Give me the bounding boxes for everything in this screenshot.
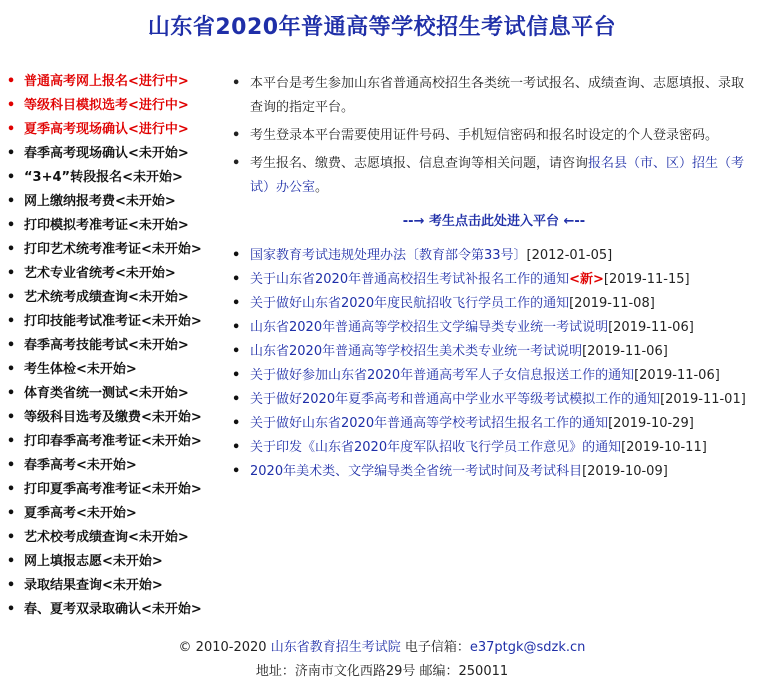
sidebar-item[interactable]	[4, 574, 224, 598]
sidebar-item[interactable]	[4, 334, 224, 358]
sidebar-item-label: 考生体检<未开始>	[24, 362, 137, 377]
bullet-dot-icon: •	[6, 602, 16, 617]
bullet-dot-icon: •	[6, 578, 16, 593]
sidebar-item[interactable]	[4, 550, 224, 574]
sidebar-item[interactable]	[4, 406, 224, 430]
sidebar-item-label: 打印春季高考准考证<未开始>	[24, 434, 202, 449]
bullet-dot-icon: •	[6, 434, 16, 449]
news-date: [2019-10-11]	[621, 440, 707, 455]
sidebar-item-label: “3+4”转段报名<未开始>	[24, 170, 183, 185]
news-link[interactable]: 关于做好山东省2020年度民航招收飞行学员工作的通知	[250, 296, 570, 311]
intro-paragraph-3: • 考生报名、缴费、志愿填报、信息查询等相关问题，请咨询报名县（市、区）招生（考试）办公室。	[232, 152, 756, 200]
sidebar-item-label: 普通高考网上报名<进行中>	[24, 74, 189, 89]
sidebar-item-label: 春季高考<未开始>	[24, 458, 137, 473]
bullet-dot-icon: •	[6, 98, 16, 113]
bullet-dot-icon: •	[6, 146, 16, 161]
sidebar-item[interactable]	[4, 598, 224, 622]
news-date: [2019-10-09]	[582, 464, 668, 479]
news-item	[232, 388, 756, 412]
sidebar-item-label: 艺术校考成绩查询<未开始>	[24, 530, 189, 545]
news-item	[232, 268, 756, 292]
sidebar-item[interactable]	[4, 526, 224, 550]
sidebar-item[interactable]	[4, 286, 224, 310]
news-link[interactable]: 关于山东省2020年普通高校招生考试补报名工作的通知	[250, 272, 570, 287]
bullet-dot-icon: •	[6, 386, 16, 401]
sidebar-item-label: 夏季高考<未开始>	[24, 506, 137, 521]
news-link[interactable]: 关于做好2020年夏季高考和普通高中学业水平等级考试模拟工作的通知	[250, 392, 661, 407]
sidebar-item[interactable]	[4, 214, 224, 238]
sidebar-item-label: 网上缴纳报考费<未开始>	[24, 194, 176, 209]
bullet-dot-icon: •	[6, 74, 16, 89]
bullet-dot-icon: •	[6, 218, 16, 233]
sidebar-item-label: 体育类省统一测试<未开始>	[24, 386, 189, 401]
news-item	[232, 364, 756, 388]
bullet-dot-icon: •	[6, 362, 16, 377]
bullet-dot-icon: •	[232, 416, 241, 431]
news-date: [2019-10-29]	[608, 416, 694, 431]
sidebar-item-label: 录取结果查询<未开始>	[24, 578, 163, 593]
sidebar-item[interactable]	[4, 478, 224, 502]
bullet-dot-icon: •	[232, 392, 241, 407]
news-date: [2019-11-15]	[603, 272, 690, 287]
sidebar-item-label: 打印模拟考准考证<未开始>	[24, 218, 189, 233]
contact-office-link[interactable]: 报名县（市、区）招生（考试）办公室	[250, 156, 745, 195]
sidebar-item-label: 春季高考技能考试<未开始>	[24, 338, 189, 353]
news-link[interactable]: 国家教育考试违规处理办法〔教育部令第33号〕	[250, 248, 527, 263]
bullet-dot-icon: •	[232, 156, 241, 171]
bullet-dot-icon: •	[6, 410, 16, 425]
sidebar-item-label: 打印夏季高考准考证<未开始>	[24, 482, 202, 497]
news-link[interactable]: 山东省2020年普通高等学校招生文学编导类专业统一考试说明	[250, 320, 609, 335]
sidebar-item[interactable]	[4, 358, 224, 382]
org-link[interactable]: 山东省教育招生考试院	[270, 640, 401, 655]
bullet-dot-icon: •	[6, 194, 16, 209]
news-date: [2019-11-08]	[569, 296, 655, 311]
bullet-dot-icon: •	[6, 266, 16, 281]
sidebar-item[interactable]	[4, 454, 224, 478]
bullet-dot-icon: •	[232, 272, 241, 287]
news-link[interactable]: 关于做好山东省2020年普通高等学校考试招生报名工作的通知	[250, 416, 609, 431]
page-title: 山东省2020年普通高等学校招生考试信息平台	[147, 15, 617, 40]
email-link[interactable]: e37ptgk@sdzk.cn	[469, 640, 586, 655]
sidebar-item[interactable]	[4, 190, 224, 214]
sidebar-item-label: 艺术专业省统考<未开始>	[24, 266, 176, 281]
sidebar-item-label: 等级科目模拟选考<进行中>	[24, 98, 189, 113]
sidebar-item[interactable]	[4, 262, 224, 286]
bullet-dot-icon: •	[6, 506, 16, 521]
bullet-dot-icon: •	[6, 290, 16, 305]
intro-paragraph-2: • 考生登录本平台需要使用证件号码、手机短信密码和报名时设定的个人登录密码。	[232, 124, 756, 148]
sidebar-item[interactable]	[4, 142, 224, 166]
news-item	[232, 244, 756, 268]
news-date: [2019-11-06]	[634, 368, 720, 383]
sidebar-item-label: 夏季高考现场确认<进行中>	[24, 122, 189, 137]
bullet-dot-icon: •	[6, 122, 16, 137]
bullet-dot-icon: •	[232, 248, 241, 263]
sidebar-item[interactable]	[4, 310, 224, 334]
news-date: [2019-11-06]	[582, 344, 668, 359]
news-date: [2019-11-01]	[660, 392, 746, 407]
news-item	[232, 412, 756, 436]
news-item	[232, 460, 756, 484]
bullet-dot-icon: •	[232, 368, 241, 383]
sidebar-item[interactable]	[4, 382, 224, 406]
footer-address: 地址：济南市文化西路29号 邮编：250011	[255, 664, 509, 679]
new-badge: <新>	[569, 272, 604, 287]
news-date: [2019-11-06]	[608, 320, 694, 335]
bullet-dot-icon: •	[232, 320, 241, 335]
news-item	[232, 316, 756, 340]
news-link[interactable]: 关于做好参加山东省2020年普通高考军人子女信息报送工作的通知	[250, 368, 635, 383]
sidebar-item[interactable]	[4, 238, 224, 262]
bullet-dot-icon: •	[6, 338, 16, 353]
intro-paragraph-1: • 本平台是考生参加山东省普通高校招生各类统一考试报名、成绩查询、志愿填报、录取查询的指定平台。	[232, 72, 756, 120]
sidebar-item[interactable]	[4, 94, 224, 118]
bullet-dot-icon: •	[232, 440, 241, 455]
sidebar-item-label: 春、夏考双录取确认<未开始>	[24, 602, 202, 617]
sidebar-item[interactable]	[4, 502, 224, 526]
news-link[interactable]: 山东省2020年普通高等学校招生美术类专业统一考试说明	[250, 344, 583, 359]
bullet-dot-icon: •	[232, 464, 241, 479]
sidebar-item-label: 艺术统考成绩查询<未开始>	[24, 290, 189, 305]
news-link[interactable]: 关于印发《山东省2020年度军队招收飞行学员工作意见》的通知	[250, 440, 622, 455]
bullet-dot-icon: •	[232, 344, 241, 359]
news-date: [2012-01-05]	[526, 248, 613, 263]
bullet-dot-icon: •	[6, 314, 16, 329]
sidebar-item-label: 等级科目选考及缴费<未开始>	[24, 410, 202, 425]
sidebar-item-label: 网上填报志愿<未开始>	[24, 554, 163, 569]
sidebar-item[interactable]	[4, 430, 224, 454]
bullet-dot-icon: •	[6, 170, 16, 185]
news-item	[232, 436, 756, 460]
sidebar-item[interactable]	[4, 70, 224, 94]
bullet-dot-icon: •	[6, 554, 16, 569]
news-list	[232, 244, 756, 484]
news-item	[232, 292, 756, 316]
footer-copyright: © 2010-2020 山东省教育招生考试院 电子信箱：e37ptgk@sdzk.cn	[178, 640, 586, 655]
sidebar-item[interactable]	[4, 118, 224, 142]
sidebar-menu	[4, 70, 224, 622]
bullet-dot-icon: •	[232, 128, 241, 143]
sidebar-item-label: 打印艺术统考准考证<未开始>	[24, 242, 202, 257]
bullet-dot-icon: •	[232, 76, 241, 91]
sidebar-item-label: 打印技能考试准考证<未开始>	[24, 314, 202, 329]
news-link[interactable]: 2020年美术类、文学编导类全省统一考试时间及考试科目	[250, 464, 583, 479]
bullet-dot-icon: •	[232, 296, 241, 311]
enter-platform-link[interactable]: --→ 考生点击此处进入平台 ←--	[402, 214, 586, 229]
bullet-dot-icon: •	[6, 242, 16, 257]
bullet-dot-icon: •	[6, 530, 16, 545]
main-content	[232, 72, 756, 484]
sidebar-item[interactable]	[4, 166, 224, 190]
sidebar-item-label: 春季高考现场确认<未开始>	[24, 146, 189, 161]
bullet-dot-icon: •	[6, 482, 16, 497]
bullet-dot-icon: •	[6, 458, 16, 473]
news-item	[232, 340, 756, 364]
